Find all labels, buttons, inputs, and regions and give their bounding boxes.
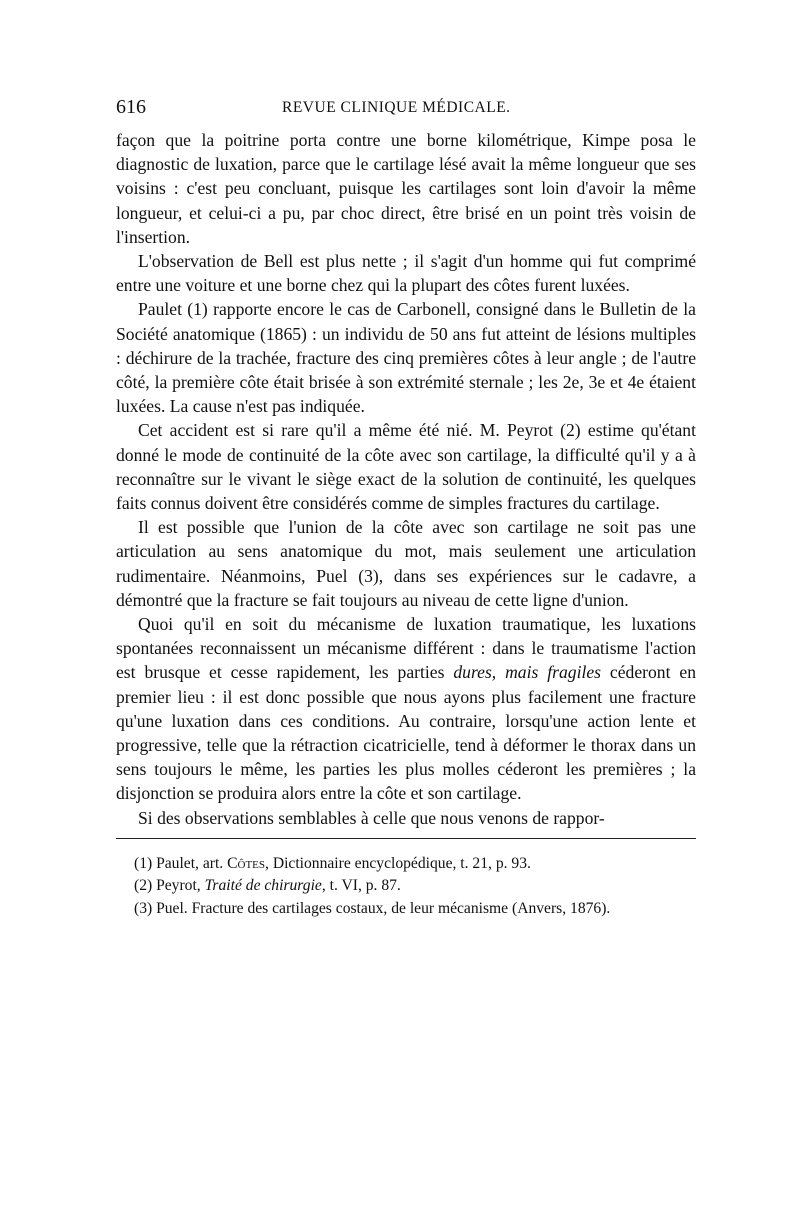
footnote-1-article: Côtes [227, 854, 266, 872]
footnote-2-part-1: (2) Peyrot, [134, 877, 201, 895]
footnote-1 [116, 853, 696, 876]
paragraph-6 [116, 612, 696, 806]
footnote-1-part-1: (1) Paulet, art. [134, 854, 224, 872]
footnote-2 [116, 875, 696, 898]
journal-title: REVUE CLINIQUE MÉDICALE. [282, 99, 511, 116]
footnote-2-part-2: , t. VI, p. 87. [321, 877, 401, 895]
footnote-rule [116, 838, 696, 839]
running-header [116, 96, 696, 120]
footnote-3: (3) Puel. Fracture des cartilages costaux, de leur mécanisme (Anvers, 1876). [134, 899, 611, 917]
footnote-2-title: Traité de chirurgie [204, 877, 322, 895]
paragraph-5: Il est possible que l'union de la côte avec son cartilage ne soit pas une articulation au sens anatomique du mot, mais seulement une articulation rudimentaire. Néanmoins, Puel (3), dans ses expériences sur le cadavre, a démontré que la fracture se fait toujours au niveau de cette ligne d'union. [116, 517, 696, 610]
footnote-1-part-2: , Dictionnaire encyclopédique, t. 21, p. 93. [265, 854, 531, 872]
paragraph-6-part-2: céderont en premier lieu : il est donc possible que nous ayons plus facilement une fracture qu'une luxation dans ces conditions. Au contraire, lorsqu'une action lente et progressive, telle que la rétraction cicatricielle, tend à déformer le thorax dans un sens toujours le même, les parties les plus molles céderont les premières ; la disjonction se produira alors entre la côte et son cartilage. [116, 662, 696, 804]
paragraph-6-emphasis: dures, mais fragiles [453, 662, 602, 683]
book-page [116, 96, 696, 920]
paragraph-1: façon que la poitrine porta contre une borne kilométrique, Kimpe posa le diagnostic de luxation, parce que le cartilage lésé avait la même longueur que ses voisins : c'est peu concluant, puisque les cartilages sont loin d'avoir la même longueur, et celui-ci a pu, par choc direct, être brisé en un point très voisin de l'insertion. [116, 130, 696, 247]
paragraph-2: L'observation de Bell est plus nette ; il s'agit d'un homme qui fut comprimé entre une voiture et une borne chez qui la plupart des côtes furent luxées. [116, 251, 696, 296]
paragraph-3: Paulet (1) rapporte encore le cas de Carbonell, consigné dans le Bulletin de la Société anatomique (1865) : un individu de 50 ans fut atteint de lésions multiples : déchirure de la trachée, fracture des cinq premières côtes à leur angle ; de l'autre côté, la première côte était brisée à son extrémité sternale ; les 2e, 3e et 4e étaient luxées. La cause n'est pas indiquée. [116, 299, 696, 417]
footnotes [116, 853, 696, 921]
paragraph-4: Cet accident est si rare qu'il a même été nié. M. Peyrot (2) estime qu'étant donné le mode de continuité de la côte avec son cartilage, la difficulté qu'il y a à reconnaître sur le vivant le siège exact de la solution de continuité, les quelques faits connus doivent être considérés comme de simples fractures du cartilage. [116, 420, 696, 514]
page-number: 616 [116, 96, 146, 118]
main-text [116, 128, 696, 830]
paragraph-7: Si des observations semblables à celle que nous venons de rappor- [138, 807, 605, 828]
paragraph-6-part-1: Quoi qu'il en soit du mécanisme de luxation traumatique, les luxations spontanées reconnaissent un mécanisme différent : dans le traumatisme l'action est brusque et cesse rapidement, les parties [116, 614, 696, 683]
